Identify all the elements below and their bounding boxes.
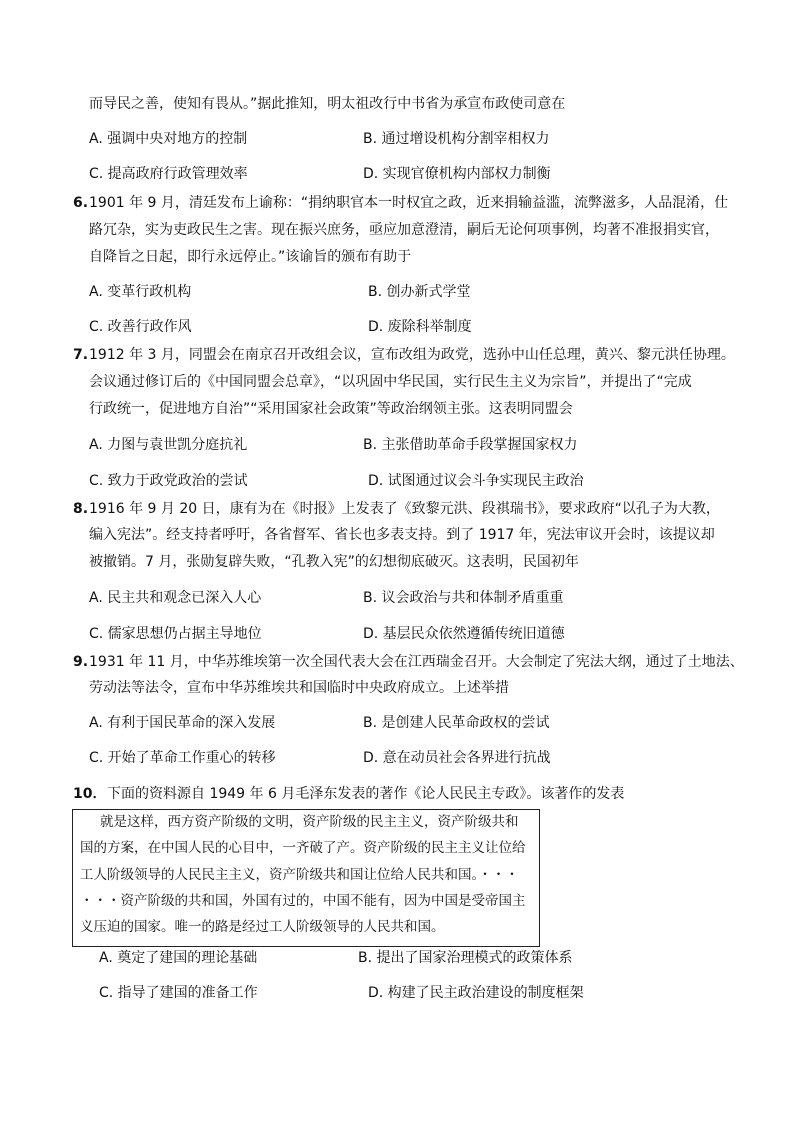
option-d: D. 构建了民主政治建设的制度框架	[368, 985, 584, 1001]
question-text-line: 1901 年 9 月，清廷发布上谕称：“捐纳职官本一时权宜之政，近来捐输益滥，流弊滋多，人品混淆，仕	[89, 195, 729, 211]
option-c: C. 开始了革命工作重心的转移	[89, 750, 276, 766]
quotation-line: 国的方案，在中国人民的心目中，一齐破了产。资产阶级的民主主义让位给	[80, 840, 526, 856]
question-number-8: 8.	[73, 501, 89, 517]
question-text-line: 1916 年 9 月 20 日，康有为在《时报》上发表了《致黎元洪、段祺瑞书》，要求政府“以孔子为大教，	[89, 501, 720, 517]
option-d: D. 废除科举制度	[368, 319, 472, 335]
quotation-line: 就是这样，西方资产阶级的文明，资产阶级的民主主义，资产阶级共和	[100, 814, 519, 830]
option-a: A. 有利于国民革命的深入发展	[89, 715, 276, 731]
question-text-line: 1912 年 3 月，同盟会在南京召开改组会议，宣布改组为政党，选孙中山任总理，黄兴、黎元洪任协理。	[89, 347, 735, 363]
question-number-6: 6.	[73, 195, 89, 211]
question-text-line: 会议通过修订后的《中国同盟会总章》，“以巩固中华民国，实行民生主义为宗旨”，并提出了“完成	[89, 374, 692, 390]
option-d: D. 试图通过议会斗争实现民主政治	[368, 473, 584, 489]
option-a: A. 强调中央对地方的控制	[89, 131, 248, 147]
question-text-line: 自降旨之日起，即行永远停止。”该谕旨的颁布有助于	[89, 249, 412, 265]
quotation-box	[72, 809, 540, 947]
option-a: A. 民主共和观念已深入人心	[89, 590, 262, 606]
option-d: D. 意在动员社会各界进行抗战	[363, 750, 551, 766]
option-c: C. 改善行政作风	[89, 319, 192, 335]
quotation-line: 工人阶级领导的人民民主主义，资产阶级共和国让位给人民共和国。・・・	[80, 867, 519, 883]
option-b: B. 通过增设机构分割宰相权力	[363, 131, 550, 147]
question-number-10: 10．	[73, 786, 107, 802]
question-text-line: 行政统一，促进地方自治”“采用国家社会政策”等政治纲领主张。这表明同盟会	[89, 401, 573, 417]
option-c: C. 儒家思想仍占据主导地位	[89, 626, 262, 642]
question-text-line: 下面的资料源自 1949 年 6 月毛泽东发表的著作《论人民民主专政》。该著作的发表	[107, 786, 625, 802]
option-a: A. 变革行政机构	[89, 284, 192, 300]
question-number-7: 7.	[73, 347, 89, 363]
option-c: C. 致力于政党政治的尝试	[89, 473, 248, 489]
option-c: C. 提高政府行政管理效率	[89, 166, 248, 182]
question-text-line: 1931 年 11 月，中华苏维埃第一次全国代表大会在江西瑞金召开。大会制定了宪法大纲，通过了土地法、	[89, 654, 744, 670]
question-text-line: 路冗杂，实为吏政民生之害。现在振兴庶务，亟应加意澄清，嗣后无论何项事例，均著不准报捐实官，	[89, 222, 719, 238]
option-c: C. 指导了建国的准备工作	[99, 985, 258, 1001]
question-number-9: 9.	[73, 654, 89, 670]
option-b: B. 主张借助革命手段掌握国家权力	[363, 437, 578, 453]
question-text-line: 编入宪法”。经支持者呼吁，各省督军、省长也多表支持。到了 1917 年，宪法审议开会时，该提议却	[89, 527, 715, 543]
option-b: B. 提出了国家治理模式的政策体系	[358, 950, 573, 966]
option-d: D. 基层民众依然遵循传统旧道德	[363, 626, 565, 642]
option-d: D. 实现官僚机构内部权力制衡	[363, 166, 551, 182]
question-text-line: 而导民之善，使知有畏从。”据此推知，明太祖改行中书省为承宣布政使司意在	[89, 96, 566, 112]
option-b: B. 创办新式学堂	[368, 284, 471, 300]
quotation-line: ・・・资产阶级的共和国，外国有过的，中国不能有，因为中国是受帝国主	[80, 893, 526, 909]
option-b: B. 议会政治与共和体制矛盾重重	[363, 590, 564, 606]
option-a: A. 力图与袁世凯分庭抗礼	[89, 437, 248, 453]
option-b: B. 是创建人民革命政权的尝试	[363, 715, 550, 731]
question-text-line: 劳动法等法令，宣布中华苏维埃共和国临时中央政府成立。上述举措	[89, 680, 509, 696]
question-text-line: 被撤销。7 月，张勋复辟失败，“孔教入宪”的幻想彻底破灭。这表明，民国初年	[89, 554, 579, 570]
option-a: A. 奠定了建国的理论基础	[99, 950, 258, 966]
quotation-line: 义压迫的国家。唯一的路是经过工人阶级领导的人民共和国。	[80, 919, 445, 935]
